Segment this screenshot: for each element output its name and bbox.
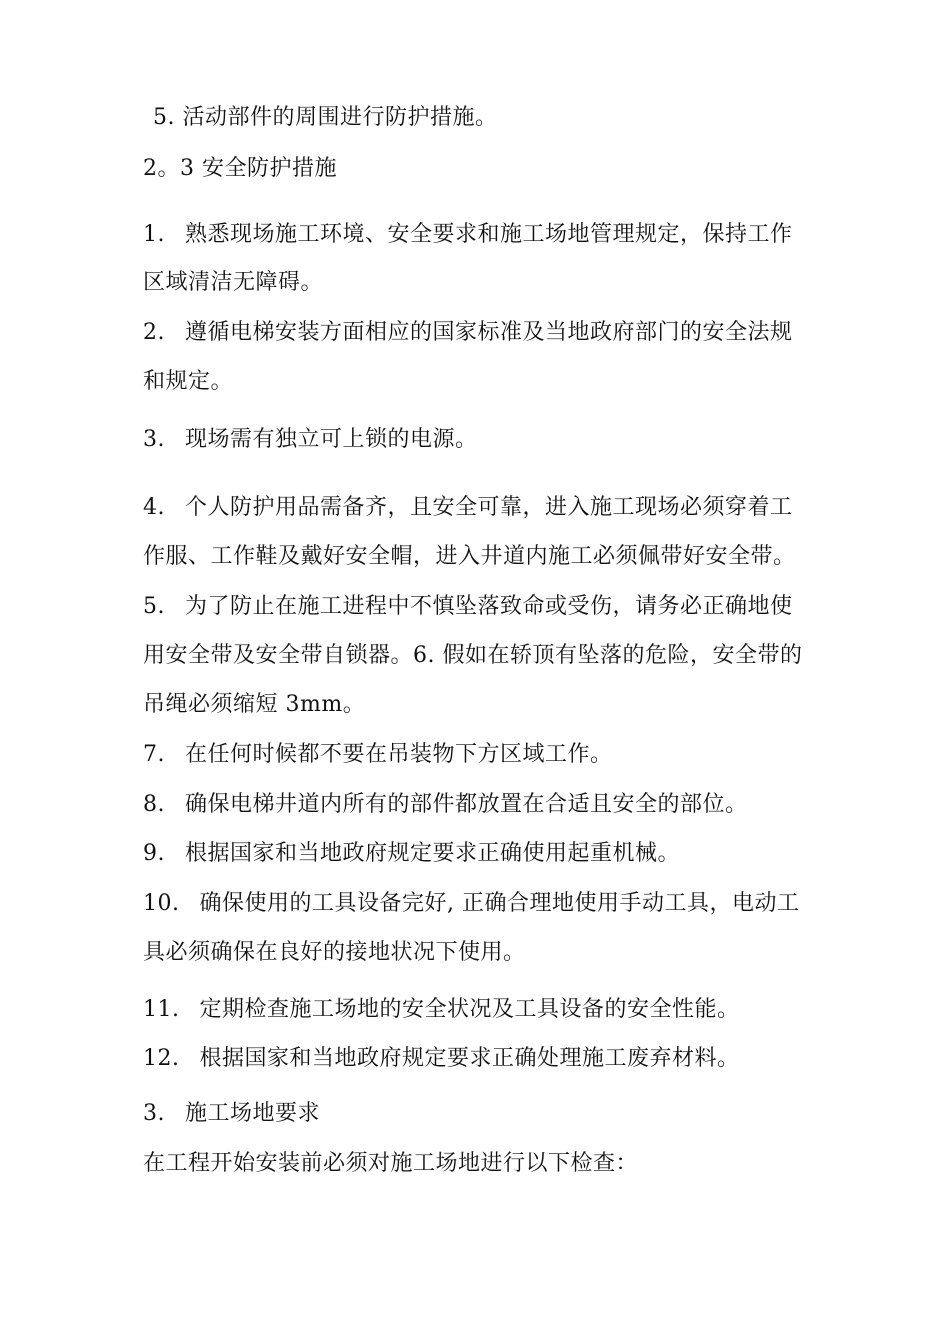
list-number: 11. [143,997,180,1022]
list-item-1 [143,220,820,250]
list-number: 7. [143,742,165,767]
list-text: 区域清洁无障碍。 [143,270,324,295]
list-item-5-continued [143,641,820,671]
list-number: 1. [143,222,165,247]
list-number: 12. [143,1046,180,1071]
list-number: 8. [143,792,165,817]
list-item-8 [143,790,820,820]
list-number: 3. [143,427,165,452]
list-text: 现场需有独立可上锁的电源。 [185,427,478,452]
list-text: 根据国家和当地政府规定要求正确使用起重机械。 [185,841,681,866]
list-number: 9. [143,841,165,866]
paragraph-text: 在工程开始安装前必须对施工场地进行以下检查： [143,1151,639,1176]
list-text: 作服、工作鞋及戴好安全帽，进入井道内施工必须佩带好安全带。 [143,544,796,569]
list-text: 个人防护用品需备齐，且安全可靠，进入施工现场必须穿着工 [185,495,793,520]
section-heading-text: 2。3 安全防护措施 [143,156,337,181]
list-text: 和规定。 [143,369,234,394]
list-item-4 [143,493,820,523]
list-text: 确保电梯井道内所有的部件都放置在合适且安全的部位。 [185,792,748,817]
list-number: 10. [143,891,180,916]
list-item-10 [143,889,820,919]
list-item-2 [143,318,820,348]
paragraph-text: 5. 活动部件的周围进行防护措施。 [153,105,498,130]
list-item-5 [143,592,820,622]
list-text: 遵循电梯安装方面相应的国家标准及当地政府部门的安全法规 [185,320,793,345]
list-text: 根据国家和当地政府规定要求正确处理施工废弃材料。 [199,1046,740,1071]
list-text: 吊绳必须缩短 3mm。 [143,692,366,717]
list-item-moving-parts [153,103,820,133]
list-text: 具必须确保在良好的接地状况下使用。 [143,940,526,965]
list-item-4-continued [143,542,820,572]
list-number: 5. [143,594,165,619]
list-text: 熟悉现场施工环境、安全要求和施工场地管理规定，保持工作 [185,222,793,247]
list-text: 用安全带及安全带自锁器。6. 假如在轿顶有坠落的危险，安全带的 [143,643,803,668]
section-heading-text: 施工场地要求 [185,1101,321,1126]
list-item-9 [143,839,820,869]
list-item-10-continued [143,938,820,968]
list-item-7 [143,740,820,770]
list-item-1-continued [143,268,820,298]
paragraph-site-check [143,1149,820,1179]
list-item-5-continued-2 [143,690,820,720]
list-text: 确保使用的工具设备完好, 正确合理地使用手动工具，电动工 [199,891,800,916]
section-number: 3. [143,1101,165,1126]
list-number: 2. [143,320,165,345]
section-heading-3 [143,1099,820,1129]
list-number: 4. [143,495,165,520]
list-text: 定期检查施工场地的安全状况及工具设备的安全性能。 [199,997,740,1022]
list-item-11 [143,995,820,1025]
list-item-2-continued [143,367,820,397]
list-text: 为了防止在施工进程中不慎坠落致命或受伤，请务必正确地使 [185,594,793,619]
list-item-3 [143,425,820,455]
list-text: 在任何时候都不要在吊装物下方区域工作。 [185,742,613,767]
list-item-12 [143,1044,820,1074]
section-heading-2-3 [143,154,820,184]
